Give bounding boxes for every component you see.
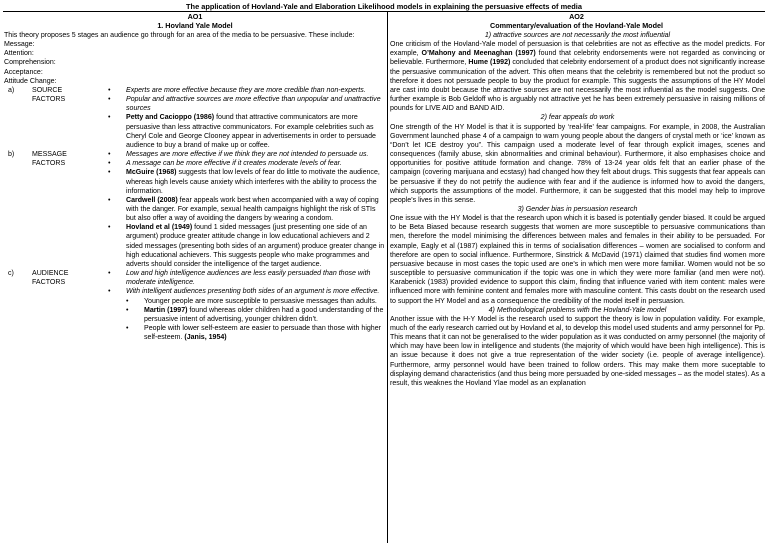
audience-factors-section — [4, 269, 387, 342]
citation: (Janis, 1954) — [184, 334, 227, 342]
evaluation-heading: 1) attractive sources are not necessarily the most influential — [484, 32, 671, 39]
paragraph-text: One criticism of the Hovland-Yale model of persuasion is that celebrities are not as effective as the model predicts. For example, — [390, 41, 765, 58]
ao1-column — [4, 31, 387, 342]
sub-bullet-item — [94, 306, 387, 324]
section-label-line2: FACTORS — [32, 279, 66, 287]
bullet-item — [94, 113, 387, 150]
section-letter: a) — [8, 86, 15, 94]
evaluation-paragraph — [390, 40, 765, 113]
section-letter: c) — [8, 270, 14, 278]
evaluation-paragraph: One issue with the HY Model is that the research upon which it is based is potentially gender biased. It could be argued to be Beta Biased because research suggests that women are more susceptible to persuasive communications than men, therefore the model minimising the differences between males and females in their ability to be persuaded. For example, Eagly et al (1987) explained this in terms of socialisation differences – women are socialised to conform and therefore are open to social influence. Furthermore, Sinstrick & McDavid (1971) claimed that studies find women more persuasive because in most cases the topic used are one’s in which men were more familiar. Women would not be so susceptible to persuasive communication if the topic was one in which they were more familiar (and men were not). Karabenick (1983) provided evidence to support this claim, finding that influence varied with item content: males were influenced more with feminine content and females more with masculine content. This casts doubt on the research used to support the HY Model and as a consequence the credibility of the model itself in persuasion. — [390, 215, 765, 305]
bullet-item — [94, 223, 387, 269]
stage-item: Acceptance: — [4, 68, 43, 76]
bullet-text: found that attractive communicators are more persuasive than less attractive communicators. For example celebrities such as Cheryl Cole and George Clooney appear in advertisements in order to persuade audience to buy a brand of make up or coffee. — [126, 114, 376, 149]
table-divider — [387, 11, 388, 543]
stage-item: Attention: — [4, 50, 34, 58]
stage-item: Attitude Change: — [4, 77, 57, 85]
evaluation-heading: 2) fear appeals do work — [540, 114, 615, 122]
citation: Petty and Cacioppo (1986) — [126, 114, 215, 122]
evaluation-paragraph: Another issue with the H-Y Model is the research used to support the theory is low in population validity. For example, much of the early research carried out by Hovland et al, to develop this model used students and army personnel for Pp. This means that it can not be generalised to the wider population as it was conducted on army personnel (the majority of which may have been low in intelligence and students (the majority of which would have been high intelligence). This is an issue because it does not give a true representation of the wider society (i.e. people of average intelligence). Furthermore, army personnel would have been trained to follow orders. This may make them more suceptable to displaying demand characteristics (and thus being more persuaded by one-sided messages – as the model states). As a result, this weaknes the Hovland Ylae model as an explanation — [390, 315, 765, 387]
citation: Hovland et al (1949) — [126, 224, 193, 232]
citation: McGuire (1968) — [126, 169, 177, 177]
ao2-column — [390, 31, 765, 388]
citation: Hume (1992) — [468, 59, 511, 67]
section-label-line1: MESSAGE — [32, 151, 67, 159]
bullet-text: People with lower self-esteem are easier to persuade than those with higher self-esteem. — [144, 325, 381, 342]
ao1-header: AO1 — [187, 12, 203, 21]
sub-bullet-item: • Younger people are more susceptible to persuasive messages than adults. — [94, 297, 387, 306]
section-label-line1: AUDIENCE — [32, 270, 69, 278]
bullet-item: • Experts are more effective because they are more credible than non-experts. — [94, 86, 387, 95]
document-title: The application of Hovland-Yale and Elaboration Likelihood models in explaining the persuasive effects of media — [186, 2, 582, 11]
evaluation-paragraph: One strength of the HY Model is that it is supported by ‘real-life’ fear campaigns. For example, in 2008, the Australian Government launched phase 4 of a campaign to warn young people about the dangers of crystal meth or ‘ice’ known as “Don’t let ICE destroy you”. This campaign used a moderate level of fear through explicit images, scenes and consequences (family abuse, skin abnormalities and criminal behaviour). Furthermore, it also emphasises choice and opportunities for positive attitude formation and change. 78% of 13-24 year olds felt that an earlier phase of the campaign (covering marijuana and ecstasy) had changed how they felt about drugs. This suggests that fear appeals can be persuasive if they do not petrify the audience with fear and if the audience is informed how to avoid the dangers, which supports the assumptions of the model. Furthermore, it can be suggested that this model may help to improve people’s lives in this sense. — [390, 123, 765, 204]
section-label-line2: FACTORS — [32, 160, 66, 168]
citation: Cardwell (2008) — [126, 196, 178, 204]
paragraph-text: found that celebrity endorsements were not regarded as convincing or believable. Furthermore, — [390, 50, 765, 67]
bullet-item: • Low and high intelligence audiences are less easily persuaded than those with moderate intelligence. — [94, 269, 387, 287]
evaluation-heading: 4) Methodological problems with the Hovland-Yale model — [488, 306, 667, 314]
evaluation-heading: 3) Gender bias in persuasion research — [517, 205, 638, 213]
section-label-line1: SOURCE — [32, 86, 63, 94]
right-subheading: Commentary/evaluation of the Hovland-Yale Model — [490, 21, 663, 30]
ao2-header: AO2 — [569, 12, 584, 21]
citation: O’Mahony and Meenaghan (1997) — [421, 50, 536, 58]
bullet-text: found whereas older children had a good understanding of the persuasive intent of advertising, younger children didn’t. — [144, 306, 384, 323]
bullet-item: • A message can be more effective if it creates moderate levels of fear. — [94, 159, 387, 168]
intro-text: This theory proposes 5 stages an audience go through for an area of the media to be persuasive. These include: — [4, 32, 355, 39]
section-label-line2: FACTORS — [32, 96, 66, 104]
message-factors-section — [4, 150, 387, 269]
left-subheading: 1. Hovland Yale Model — [157, 21, 233, 30]
bullet-text: fear appeals work best when accompanied with a way of coping with the danger. For example, sexual health campaigns highlight the risk of STIs but also offer a way of avoiding the dangers by wearing a condom. — [126, 196, 379, 223]
paragraph-text: concluded that celebrity endorsement of a product does not significantly increase the persuasive communication of the advert. This often means that the celebrity is remembered but not the product so therefore it does not persuade people to buy the product for example. This suggests the assumptions of the HY Model are cast into doubt because the attractive sources are not necessarily the most influential as the model suggests. One further example is Bob Geldoff who is arguably not attractive yet he has been extremely persuasive in raising millions of pounds for LIVE AID and BAND AID. — [390, 59, 765, 113]
bullet-item: • Popular and attractive sources are more effective than unpopular and unattractive sources — [94, 95, 387, 113]
stage-item: Message: — [4, 41, 35, 49]
sub-bullet-item — [94, 324, 387, 342]
bullet-item — [94, 196, 387, 223]
stage-item: Comprehension: — [4, 59, 56, 67]
bullet-item: • With intelligent audiences presenting both sides of an argument is more effective. — [94, 287, 387, 296]
bullet-item: • Messages are more effective if we think they are not intended to persuade us. — [94, 150, 387, 159]
bullet-text: suggests that low levels of fear do little to motivate the audience, whereas high levels cause anxiety which interferes with the ability to process the information. — [126, 169, 380, 195]
source-factors-section — [4, 86, 387, 150]
section-letter: b) — [8, 151, 15, 159]
citation: Martin (1997) — [144, 306, 188, 314]
bullet-text: found 1 sided messages (just presenting one side of an argument) produce greater attitude change in low educational achievers and 2 sided messages (presenting both sides of an argument) produce greater change in high educational achievers. This suggests people who make programmes and adverts should consider the intelligence of the target audience. — [126, 224, 385, 268]
bullet-item — [94, 168, 387, 195]
